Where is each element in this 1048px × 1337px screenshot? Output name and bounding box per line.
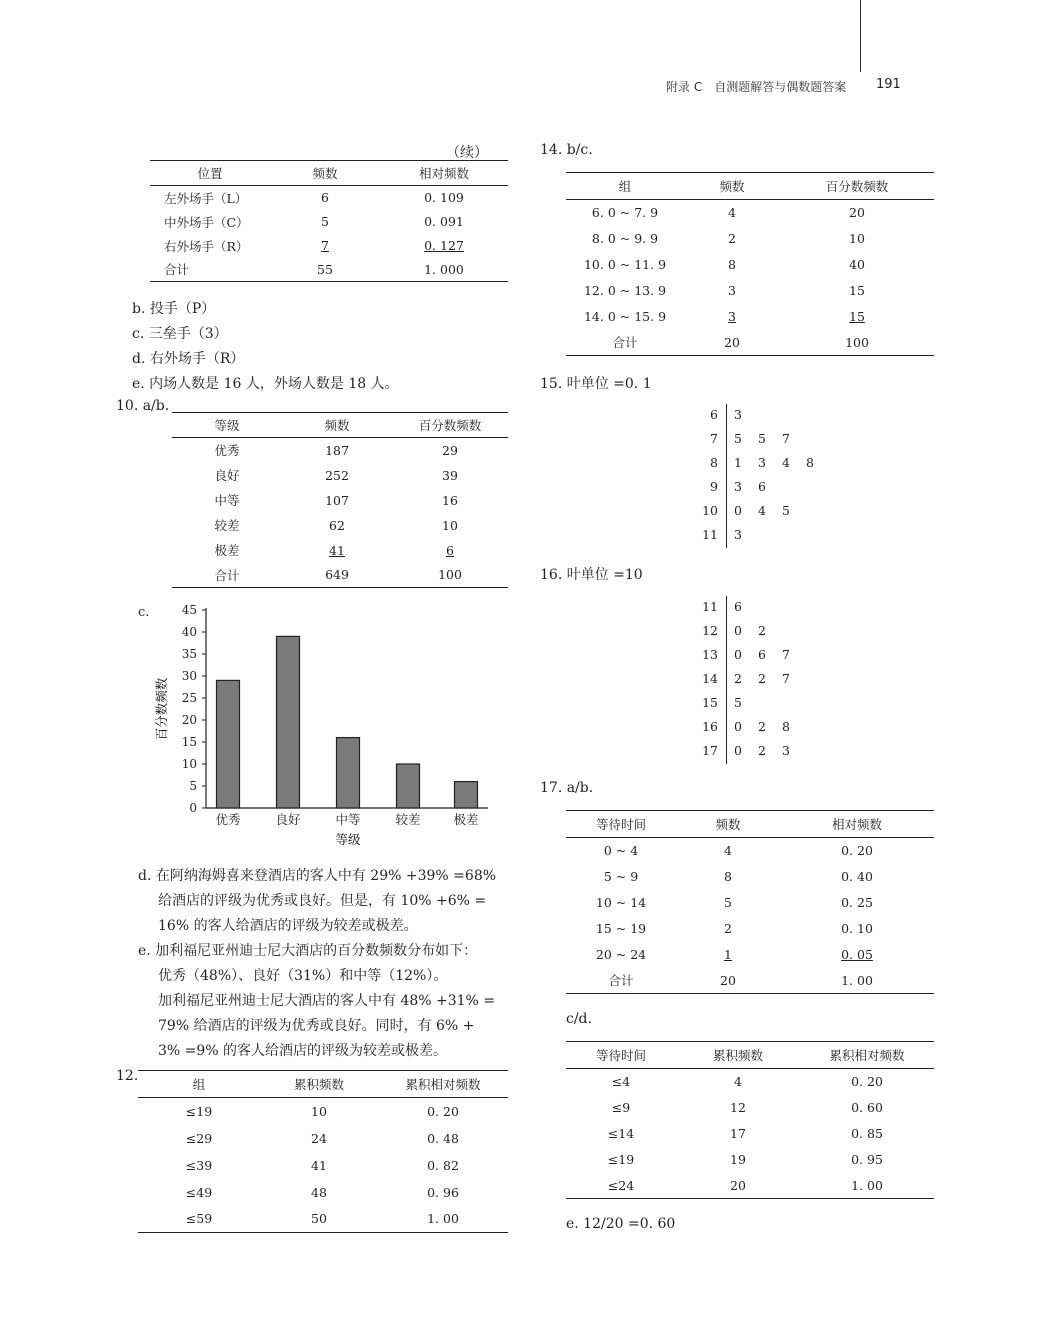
leaf-value: 3: [734, 407, 742, 422]
stem-value: 15: [702, 695, 718, 710]
cell: [676, 942, 780, 968]
stem-divider: [726, 404, 727, 548]
x-axis-label: 等级: [335, 832, 361, 847]
q17-cd-label: c/d.: [566, 1011, 592, 1027]
cumulative-table-12: [138, 1070, 508, 1233]
cell: 50: [260, 1206, 378, 1233]
y-tick-label: 45: [181, 603, 197, 617]
cell: 12. 0 ~ 13. 9: [583, 283, 667, 298]
cell: 极差: [214, 543, 240, 558]
q17-label: 17. a/b.: [540, 780, 594, 796]
col-header: 百分数频数: [780, 173, 934, 200]
cell: 1. 00: [800, 1173, 934, 1199]
y-tick-label: 30: [181, 669, 197, 683]
x-tick-label: 优秀: [215, 812, 241, 827]
table-row: [138, 1206, 508, 1233]
cell: [380, 234, 508, 258]
cell: 5: [321, 214, 329, 229]
continued-label: （续）: [446, 145, 488, 161]
table-row: [138, 1152, 508, 1179]
cell: 55: [270, 258, 380, 282]
cell: 右外场手（R）: [164, 238, 249, 254]
table-row: [566, 200, 934, 226]
text-line: 给酒店的评级为优秀或良好。但是，有 10% +6% =: [158, 893, 487, 909]
cell: 0. 20: [427, 1103, 459, 1119]
col-header: 频数: [676, 811, 780, 838]
leaf-value: 4: [758, 503, 766, 518]
cumulative-table-17: [566, 1041, 934, 1199]
col-header: 相对频数: [780, 811, 934, 838]
cell: 左外场手（L）: [164, 190, 248, 206]
leaf-value: 2: [758, 623, 766, 638]
cell: 0. 95: [851, 1152, 883, 1167]
cell: 0. 48: [427, 1130, 459, 1146]
table-header-row: [566, 1042, 934, 1069]
cell: 20 ~ 24: [595, 947, 647, 962]
cell: [392, 538, 508, 563]
cell: 10. 0 ~ 11. 9: [583, 257, 667, 272]
cell: 0. 109: [424, 190, 464, 206]
leaf-value: 6: [758, 479, 766, 494]
table-row: [172, 438, 508, 463]
cell: 107: [325, 492, 349, 508]
cell: 39: [442, 467, 458, 483]
cell: 中等: [214, 493, 240, 508]
answer-d: d. 右外场手（R）: [132, 351, 245, 367]
stem-value: 7: [710, 431, 718, 446]
col-header: 百分数频数: [392, 413, 508, 438]
cell: 0. 10: [841, 921, 873, 936]
q14-label: 14. b/c.: [540, 142, 593, 158]
y-tick-label: 40: [181, 625, 197, 639]
table-row: [566, 916, 934, 942]
cell: 14. 0 ~ 15. 9: [583, 309, 667, 324]
x-tick-label: 中等: [335, 812, 361, 827]
text-line: 优秀（48%）、良好（31%）和中等（12%）。: [158, 968, 448, 984]
cell: 29: [442, 442, 458, 458]
leaf-value: 2: [734, 671, 742, 686]
stem-leaf-plot-16: [700, 596, 900, 764]
col-header: 等待时间: [566, 1042, 676, 1069]
leaf-value: 0: [734, 503, 742, 518]
table-row: [566, 968, 934, 994]
col-header: 累积相对频数: [800, 1042, 934, 1069]
q10-d-paragraph: [138, 864, 496, 939]
cell: 100: [780, 330, 934, 356]
leaf-value: 7: [782, 647, 790, 662]
table-row: [566, 226, 934, 252]
cell: 0. 82: [427, 1157, 459, 1173]
cell: 17: [730, 1126, 746, 1141]
cell: 4: [728, 205, 736, 221]
cell: 6: [321, 190, 329, 206]
answer-e: e. 内场人数是 16 人，外场人数是 18 人。: [132, 376, 399, 392]
table-row: [172, 513, 508, 538]
group-frequency-table: [566, 172, 934, 356]
cell: 20: [676, 1173, 800, 1199]
table-header-row: [138, 1071, 508, 1098]
cell-value: 7: [321, 238, 329, 253]
leaf-value: 6: [734, 599, 742, 614]
text-line: 3% =9% 的客人给酒店的评级为较差或极差。: [158, 1043, 448, 1059]
cell: 20: [684, 330, 780, 356]
col-header: 累积频数: [260, 1071, 378, 1098]
leaf-value: 3: [758, 455, 766, 470]
cell: [684, 304, 780, 330]
cell: ≤14: [607, 1126, 635, 1141]
leaf-value: 7: [782, 671, 790, 686]
col-header: 组: [566, 173, 684, 200]
cell-value: 0. 127: [424, 238, 464, 253]
leaf-value: 8: [806, 455, 814, 470]
stem-value: 16: [702, 719, 718, 734]
cell: ≤24: [566, 1173, 676, 1199]
cell: 合计: [150, 258, 270, 282]
bar-极差: [455, 782, 478, 808]
cell: 10 ~ 14: [595, 895, 647, 910]
leaf-value: 4: [782, 455, 790, 470]
leaf-value: 2: [758, 743, 766, 758]
y-axis-label: 百分数频数: [154, 677, 169, 741]
table-row: [172, 463, 508, 488]
text-line: d. 在阿纳海姆喜来登酒店的客人中有 29% +39% =68%: [138, 868, 497, 884]
y-tick-label: 10: [181, 757, 197, 771]
position-frequency-table: [150, 160, 508, 282]
y-tick-label: 20: [181, 713, 197, 727]
cell: 0. 20: [851, 1074, 883, 1090]
cell: 8: [724, 869, 732, 884]
cell: 0 ~ 4: [603, 843, 639, 859]
chapter-title: 附录 C 自测题解答与偶数题答案: [666, 80, 847, 94]
table-row: [566, 1069, 934, 1095]
table-row: [566, 1173, 934, 1199]
cell: 3: [728, 283, 736, 298]
cell: 优秀: [214, 443, 240, 459]
cell: 合计: [566, 330, 684, 356]
text-line: 16% 的客人给酒店的评级为较差或极差。: [158, 918, 418, 934]
cell-value: 6: [446, 542, 454, 558]
leaf-value: 3: [782, 743, 790, 758]
col-header: 频数: [270, 161, 380, 186]
table-row: [566, 252, 934, 278]
table-row: [150, 186, 508, 210]
cell: 10: [442, 517, 458, 533]
q12-label: 12.: [116, 1068, 139, 1084]
col-header: 等待时间: [566, 811, 676, 838]
x-tick-label: 较差: [395, 812, 421, 827]
cell-value: 15: [849, 309, 865, 324]
q10-e-paragraph: [138, 939, 495, 1064]
table-row: [566, 1121, 934, 1147]
cell: 0. 25: [841, 895, 873, 910]
table-header-row: [172, 413, 508, 438]
cell: 10: [311, 1103, 327, 1119]
cell: 良好: [214, 468, 240, 483]
stem-divider: [726, 596, 727, 764]
cell: 62: [329, 517, 345, 533]
cell: ≤9: [611, 1100, 631, 1115]
bar-良好: [277, 636, 300, 808]
stem-value: 6: [710, 407, 718, 422]
leaf-value: 3: [734, 527, 742, 542]
text-line: e. 加利福尼亚州迪士尼大酒店的百分数频数分布如下：: [138, 943, 478, 959]
stem-value: 12: [702, 623, 718, 638]
x-tick-label: 极差: [453, 812, 479, 827]
q10-c-label: c.: [138, 605, 150, 620]
cell: [780, 942, 934, 968]
stem-value: 13: [702, 647, 718, 662]
col-header: 累积频数: [676, 1042, 800, 1069]
leaf-value: 8: [782, 719, 790, 734]
table-row: [566, 304, 934, 330]
y-tick-label: 5: [189, 779, 197, 793]
cell: 1. 00: [780, 968, 934, 994]
stem-value: 9: [710, 479, 718, 494]
cell: [282, 538, 392, 563]
text-line: 79% 给酒店的评级为优秀或良好。同时，有 6% +: [158, 1018, 475, 1034]
bar-较差: [397, 764, 420, 808]
cell: ≤59: [138, 1206, 260, 1233]
table-row: [172, 488, 508, 513]
cell-value: 0. 05: [841, 947, 873, 962]
table-row: [566, 864, 934, 890]
stem-leaf-plot-15: [700, 404, 900, 548]
cell: 20: [849, 205, 865, 221]
table-row: [138, 1098, 508, 1125]
stem-value: 8: [710, 455, 718, 470]
cell: 1. 000: [380, 258, 508, 282]
y-tick-label: 25: [181, 691, 197, 705]
col-header: 频数: [684, 173, 780, 200]
table-row: [172, 563, 508, 588]
cell: 2: [724, 921, 732, 936]
cell: 649: [282, 563, 392, 588]
cell: 252: [325, 467, 349, 483]
cell: 48: [311, 1184, 327, 1200]
leaf-value: 0: [734, 647, 742, 662]
cell: 2: [728, 231, 736, 246]
cell: 20: [676, 968, 780, 994]
table-row: [566, 838, 934, 864]
col-header: 位置: [150, 161, 270, 186]
stem-value: 17: [702, 743, 718, 758]
y-tick-label: 0: [189, 801, 197, 815]
cell: ≤4: [611, 1074, 631, 1090]
answer-c: c. 三垒手（3）: [132, 326, 228, 342]
table-header-row: [566, 811, 934, 838]
leaf-value: 2: [758, 671, 766, 686]
cell: 0. 96: [427, 1184, 459, 1200]
table-row: [566, 278, 934, 304]
cell: 0. 20: [841, 843, 873, 859]
leaf-value: 0: [734, 623, 742, 638]
col-header: 累积相对频数: [378, 1071, 508, 1098]
leaf-value: 5: [758, 431, 766, 446]
cell: 15 ~ 19: [595, 921, 647, 936]
y-tick-label: 15: [181, 735, 197, 749]
table-row: [150, 234, 508, 258]
cell: 合计: [172, 563, 282, 588]
cell: [780, 304, 934, 330]
cell: 0. 60: [851, 1100, 883, 1115]
table-row: [566, 1095, 934, 1121]
cell: 0. 091: [424, 214, 464, 229]
y-tick-label: 35: [181, 647, 197, 661]
table-row: [566, 890, 934, 916]
q16-label: 16. 叶单位 =10: [540, 567, 643, 583]
cell: 4: [724, 843, 732, 859]
cell: 0. 40: [841, 869, 873, 884]
cell: 19: [730, 1152, 746, 1167]
cell: 40: [849, 257, 865, 272]
cell: 4: [734, 1074, 742, 1090]
cell: ≤49: [185, 1184, 213, 1200]
leaf-value: 7: [782, 431, 790, 446]
cell: 5: [724, 895, 732, 910]
col-header: 组: [138, 1071, 260, 1098]
cell: 6. 0 ~ 7. 9: [591, 205, 659, 221]
table-row: [566, 1147, 934, 1173]
answer-b: b. 投手（P）: [132, 301, 216, 317]
stem-value: 10: [702, 503, 718, 518]
stem-value: 11: [702, 527, 718, 542]
cell: [270, 234, 380, 258]
col-header: 等级: [172, 413, 282, 438]
cell: 12: [730, 1100, 746, 1115]
stem-value: 11: [702, 599, 718, 614]
cell: 15: [849, 283, 865, 298]
bar-中等: [337, 738, 360, 808]
cell: 16: [442, 492, 458, 508]
cell: ≤19: [185, 1103, 213, 1119]
bar-优秀: [217, 680, 240, 808]
table-header-row: [150, 161, 508, 186]
leaf-value: 0: [734, 743, 742, 758]
cell: 8: [728, 257, 736, 272]
cell: 24: [311, 1130, 327, 1146]
cell: 100: [392, 563, 508, 588]
leaf-value: 0: [734, 719, 742, 734]
cell-value: 3: [728, 309, 736, 324]
waiting-time-table: [566, 810, 934, 994]
cell: 较差: [214, 518, 240, 533]
col-header: 相对频数: [380, 161, 508, 186]
cell: 合计: [566, 968, 676, 994]
cell: 1. 00: [378, 1206, 508, 1233]
q10-label: 10. a/b.: [116, 398, 170, 414]
cell: 10: [849, 231, 865, 246]
leaf-value: 5: [734, 431, 742, 446]
rating-bar-chart: [150, 598, 500, 853]
text-line: 加利福尼亚州迪士尼大酒店的客人中有 48% +31% =: [158, 993, 496, 1009]
cell: 中外场手（C）: [164, 214, 249, 230]
table-row: [150, 258, 508, 282]
leaf-value: 5: [782, 503, 790, 518]
leaf-value: 6: [758, 647, 766, 662]
q15-label: 15. 叶单位 =0. 1: [540, 376, 652, 392]
leaf-value: 3: [734, 479, 742, 494]
q17-e-answer: e. 12/20 =0. 60: [566, 1216, 676, 1232]
table-row: [566, 330, 934, 356]
cell: 0. 85: [851, 1126, 883, 1141]
cell: 187: [325, 442, 349, 458]
stem-value: 14: [702, 671, 718, 686]
leaf-value: 2: [758, 719, 766, 734]
table-row: [566, 942, 934, 968]
cell: ≤19: [607, 1152, 635, 1167]
page-number: 191: [876, 77, 901, 92]
cell-value: 1: [724, 947, 732, 962]
cell: ≤39: [185, 1157, 213, 1173]
x-tick-label: 良好: [275, 812, 301, 827]
table-row: [150, 210, 508, 234]
table-header-row: [566, 173, 934, 200]
table-row: [138, 1125, 508, 1152]
header-rule: [860, 0, 861, 72]
rating-frequency-table: [172, 412, 508, 588]
table-row: [138, 1179, 508, 1206]
leaf-value: 5: [734, 695, 742, 710]
cell: 8. 0 ~ 9. 9: [591, 231, 659, 246]
col-header: 频数: [282, 413, 392, 438]
leaf-value: 1: [734, 455, 742, 470]
cell-value: 41: [329, 542, 345, 558]
cell: 41: [311, 1157, 327, 1173]
table-row: [172, 538, 508, 563]
cell: 5 ~ 9: [603, 869, 639, 884]
cell: ≤29: [185, 1130, 213, 1146]
